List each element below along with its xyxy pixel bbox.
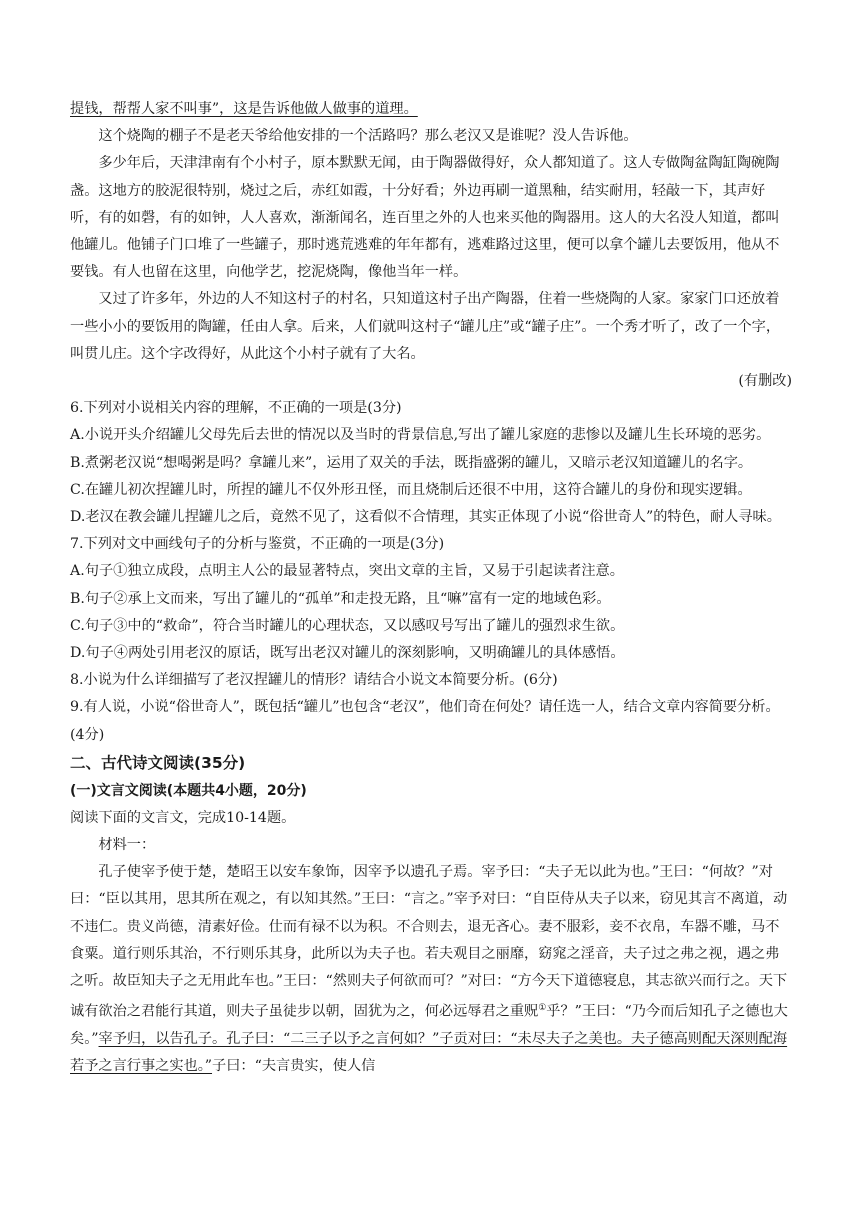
passage-text: 子曰：“夫言贵实，使人信: [212, 1058, 376, 1075]
classical-passage: [70, 859, 792, 1080]
story-continued-line: [70, 96, 792, 123]
exam-page: [70, 96, 792, 1081]
passage-text: 孔子使宰予使于楚，楚昭王以安车象饰，因宰予以遗孔子焉。宰予曰：“夫子无以此为也。”王曰：“何故？”对曰：“臣以其用，思其所在观之，有以知其然。”王曰：“言之。”宰予对曰：“自臣侍从夫子以来，窃见其言不离道，动不违仁。贵义尚德，清素好俭。仕而有禄不以为积。不合则去，退无吝心。妻不服彩，妾不衣帛，车器不雕，马不食粟。道行则乐其治，不行则乐其身，此所以为夫子也。若夫观目之丽靡，窈窕之淫音，夫子过之弗之视，遇之弗之听。故臣知夫子之无用此车也。”王曰：“然则夫子何欲而可？”对曰：“方今天下道德寝息，其志欲兴而行之。天下诚有欲治之君能行其道，则夫子虽徒步以朝，固犹为之，何必远辱君之重贶: [70, 864, 788, 1021]
question-7-option-d: D.句子④两处引用老汉的原话，既写出老汉对罐儿的深刻影响，又明确罐儿的具体感悟。: [70, 645, 625, 662]
reading-instruction: 阅读下面的文言文，完成10-14题。: [70, 809, 296, 826]
question-7-stem: 7.下列对文中画线句子的分析与鉴赏，不正确的一项是(3分): [70, 536, 445, 553]
question-6-option-c: C.在罐儿初次捏罐儿时，所捏的罐儿不仅外形丑怪，而且烧制后还很不中用，这符合罐儿的身份和现实逻辑。: [70, 481, 752, 498]
question-6-stem: 6.下列对小说相关内容的理解，不正确的一项是(3分): [70, 400, 402, 417]
question-9: 9.有人说，小说“俗世奇人”，既包括“罐儿”也包含“老汉”，他们奇在何处？请任选一人，结合文章内容简要分析。(4分): [70, 699, 780, 743]
question-7-option-c: C.句子③中的“救命”，符合当时罐儿的心理状态，又以感叹号写出了罐儿的强烈求生欲。: [70, 617, 625, 634]
passage-text: 乎？”王曰：“乃今而后知孔子之德也大矣。”: [70, 1004, 788, 1048]
underlined-sentence: 提钱，帮帮人家不叫事”，这是告诉他做人做事的道理。: [70, 101, 418, 117]
story-paragraph: 这个烧陶的棚子不是老天爷给他安排的一个活路吗？那么老汉又是谁呢？没人告诉他。: [98, 128, 638, 145]
story-paragraph: 又过了许多年，外边的人不知这村子的村名，只知道这村子出产陶器，住着一些烧陶的人家。家家门口还放着一些小小的要饭用的陶罐，任由人拿。后来，人们就叫这村子“罐儿庄”或“罐子庄”。一个秀才听了，改了一个字，叫贯儿庄。这个字改得好，从此这个小村子就有了大名。: [70, 291, 781, 362]
footnote-marker: ①: [538, 1003, 547, 1014]
story-paragraph: 多少年后，天津津南有个小村子，原本默默无闻，由于陶器做得好，众人都知道了。这人专做陶盆陶缸陶碗陶盏。这地方的胶泥很特别，烧过之后，赤红如霞，十分好看；外边再刷一道黑釉，结实耐用，轻敲一下，其声好听，有的如磬，有的如钟，人人喜欢，渐渐闻名，连百里之外的人也来买他的陶器用。这人的大名没人知道，都叫他罐儿。他铺子门口堆了一些罐子，那时逃荒逃难的年年都有，逃难路过这里，便可以拿个罐儿去要饭用，他从不要钱。有人也留在这里，向他学艺，挖泥烧陶，像他当年一样。: [70, 155, 780, 281]
question-7-option-a: A.句子①独立成段，点明主人公的最显著特点，突出文章的主旨，又易于引起读者注意。: [70, 563, 624, 580]
underlined-passage: 宰予归，以告孔子。孔子曰：“二三子以予之言何如？”子贡对曰：“未尽夫子之美也。夫子德高则配天深则配海若予之言行事之实也。”: [70, 1031, 788, 1075]
question-6-option-a: A.小说开头介绍罐儿父母先后去世的情况以及当时的背景信息,写出了罐儿家庭的悲惨以及罐儿生长环境的恶劣。: [70, 427, 771, 444]
question-8: 8.小说为什么详细描写了老汉捏罐儿的情形？请结合小说文本简要分析。(6分): [70, 672, 558, 689]
question-7-option-b: B.句子②承上文而来，写出了罐儿的“孤单”和走投无路，且“嘛”富有一定的地域色彩。: [70, 590, 611, 607]
question-6-option-b: B.煮粥老汉说“想喝粥是吗？拿罐儿来”，运用了双关的手法，既指盛粥的罐儿，又暗示老汉知道罐儿的名字。: [70, 454, 753, 471]
material-label: 材料一：: [98, 837, 156, 854]
section-heading: 二、古代诗文阅读(35分): [70, 753, 246, 772]
subsection-heading: (一)文言文阅读(本题共4小题，20分): [70, 782, 307, 799]
source-note: (有删改): [738, 373, 792, 390]
question-6-option-d: D.老汉在教会罐儿捏罐儿之后，竟然不见了，这看似不合情理，其实正体现了小说“俗世奇人”的特色，耐人寻味。: [70, 509, 781, 526]
